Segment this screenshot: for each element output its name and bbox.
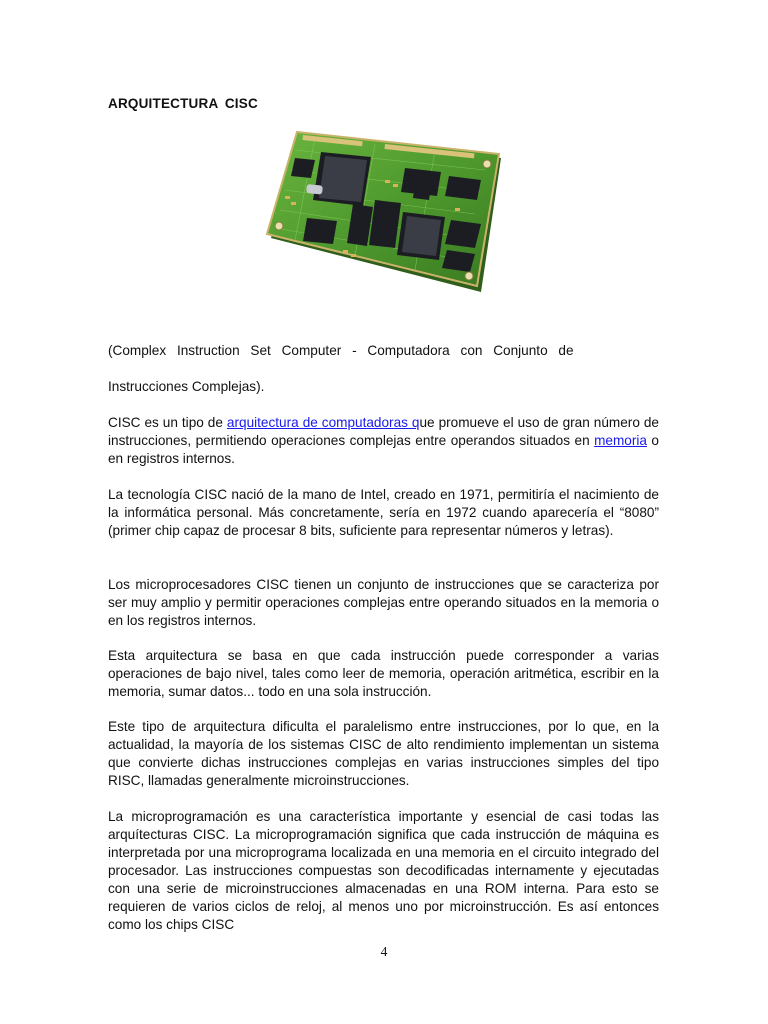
- link-memoria[interactable]: memoria: [594, 433, 647, 448]
- circuit-board-image: [255, 130, 515, 300]
- intro-text-2: Instrucciones Complejas).: [108, 379, 265, 394]
- paragraph-2: La tecnología CISC nació de la mano de Intel, creado en 1971, permitiría el nacimiento de la informática personal. Más concretamente, sería en 1972 cuando aparecería el “8080” (primer chip capaz de procesar 8 bits, suficiente para representar números y letras).: [108, 487, 659, 538]
- page-number: 4: [380, 944, 388, 959]
- circuit-board-svg: [255, 130, 515, 300]
- link-arquitectura[interactable]: arquitectura de: [226, 415, 322, 430]
- link-computadoras[interactable]: computadoras q: [321, 415, 420, 430]
- paragraph-5: Este tipo de arquitectura dificulta el paralelismo entre instrucciones, por lo que, en la actualidad, la mayoría de los sistemas CISC de alto rendimiento implementan un sistema que convierte dichas instrucciones complejas en varias instrucciones simples del tipo RISC, llamadas generalmente microinstrucciones.: [108, 719, 659, 788]
- paragraph-4: Esta arquitectura se basa en que cada instrucción puede corresponder a varias operaciones de bajo nivel, tales como leer de memoria, operación aritmética, escribir en la memoria, sumar datos... todo en una sola instrucción.: [108, 648, 659, 699]
- paragraph-6: La microprogramación es una característica importante y esencial de casi todas las arquítecturas CISC. La microprogramación significa que cada instrucción de máquina es interpretada por una microprograma localizada en una memoria en el circuito integrado del procesador. Las instrucciones compuestas son decodificadas internamente y ejecutadas con una serie de microinstrucciones almacenadas en una ROM interna. Para esto se requieren de varios ciclos de reloj, al menos uno por microinstrucción. Es así entonces como los chips CISC: [108, 809, 659, 932]
- page-title: ARQUITECTURA CISC: [108, 96, 258, 111]
- intro-text-1: (Complex Instruction Set Computer - Computadora con Conjunto de: [108, 343, 574, 358]
- p1-text-d: o en registros internos.: [108, 433, 659, 466]
- p1-text-a: CISC es un tipo de: [108, 415, 227, 430]
- p1-text-c: ue promueve el uso de gran número de instrucciones, permitiendo operaciones complejas entre operandos situados en: [108, 415, 659, 448]
- paragraph-3: Los microprocesadores CISC tienen un conjunto de instrucciones que se caracteriza por ser muy amplio y permitir operaciones complejas entre operando situados en la memoria o en los registros internos.: [108, 577, 659, 628]
- paragraph-1: [108, 414, 659, 468]
- intro-line-2: [108, 378, 659, 396]
- intro-line-1: [108, 342, 659, 360]
